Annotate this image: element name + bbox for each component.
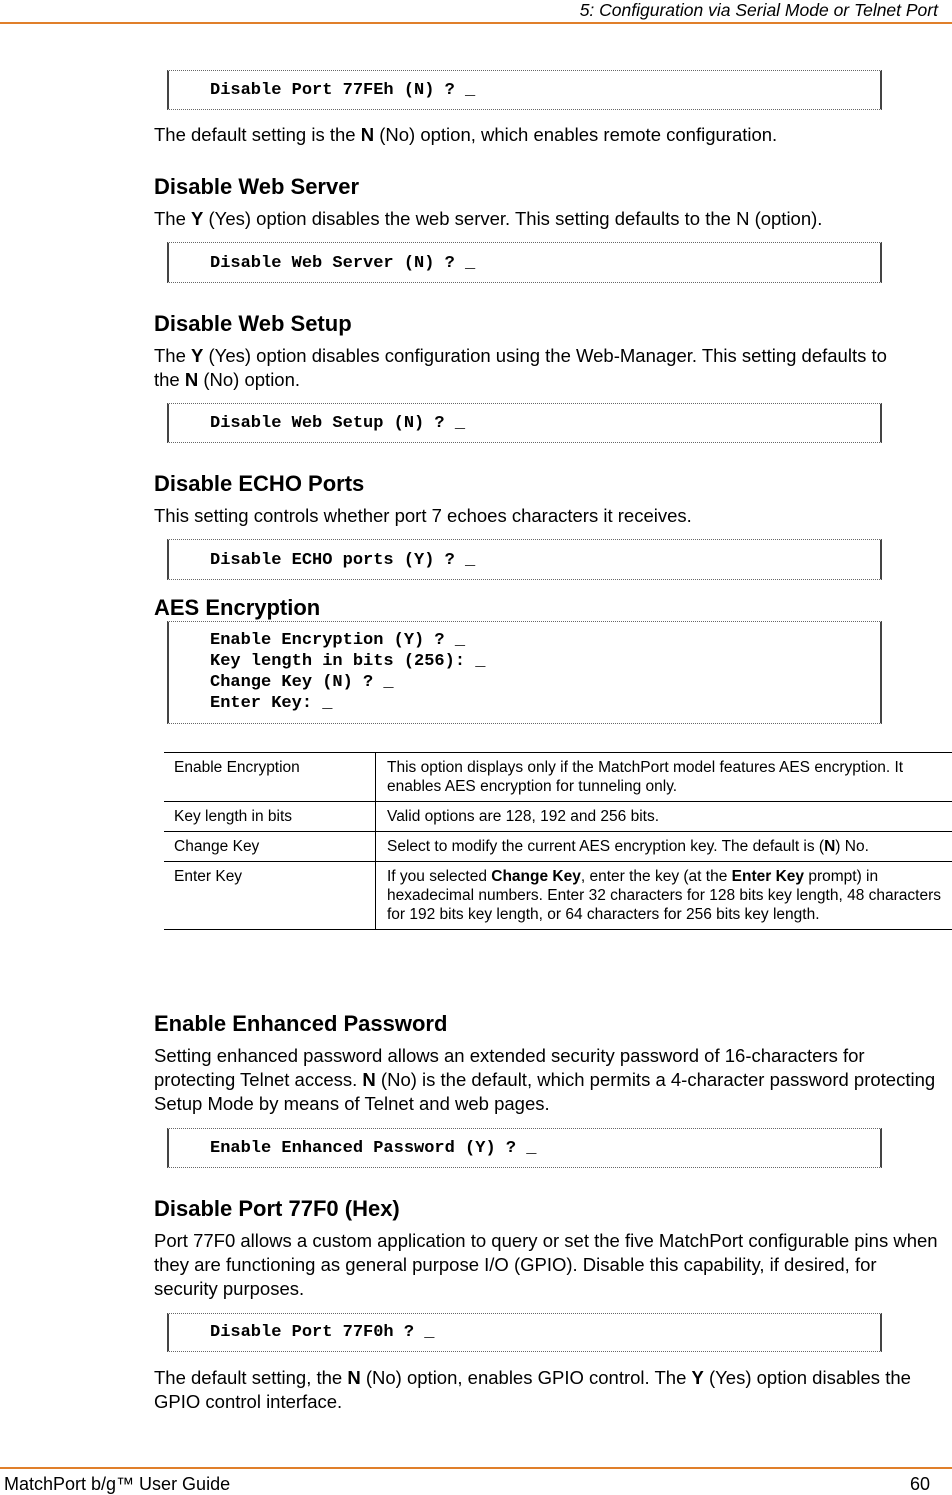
code-line: Change Key (N) ? _ xyxy=(210,673,394,692)
code-line: Key length in bits (256): _ xyxy=(210,652,486,671)
code-disable-echo-ports: Disable ECHO ports (Y) ? _ xyxy=(167,539,882,580)
heading-disable-port-77f0: Disable Port 77F0 (Hex) xyxy=(154,1196,400,1221)
footer-rule xyxy=(0,1467,952,1469)
table-row xyxy=(164,753,952,802)
web-server-text: The Y (Yes) option disables the web server. This setting defaults to the N (option). xyxy=(154,208,823,229)
echo-text: This setting controls whether port 7 echoes characters it receives. xyxy=(154,505,692,526)
code-enable-enhanced-password: Enable Enhanced Password (Y) ? _ xyxy=(167,1128,882,1168)
aes-options-table xyxy=(164,752,952,930)
table-row xyxy=(164,832,952,862)
option-description: If you selected Change Key, enter the key (at the Enter Key prompt) in hexadecimal numbers. Enter 32 characters for 128 bits key length, 48 characters for 192 bits key length, or 64 characters for 256 bits key length. xyxy=(376,862,952,930)
heading-disable-web-server: Disable Web Server xyxy=(154,174,360,199)
port77fe-note: The default setting is the N (No) option, which enables remote configuration. xyxy=(154,124,778,145)
code-disable-web-server: Disable Web Server (N) ? _ xyxy=(167,242,882,283)
code-disable-port-77fe: Disable Port 77FEh (N) ? _ xyxy=(167,70,882,110)
web-setup-text: The Y (Yes) option disables configuration using the Web-Manager. This setting defaults to the N (No) option. xyxy=(154,345,887,390)
table-row xyxy=(164,802,952,832)
enhanced-password-text: Setting enhanced password allows an extended security password of 16-characters for protecting Telnet access. N (No) is the default, which permits a 4-character password protecting Setup Mode by means of Telnet and web pages. xyxy=(154,1045,936,1114)
page-header-title: 5: Configuration via Serial Mode or Telnet Port xyxy=(579,0,938,20)
footer-guide-title: MatchPort b/g™ User Guide xyxy=(4,1474,231,1494)
header-rule xyxy=(0,22,952,24)
option-name: Change Key xyxy=(164,832,376,862)
code-aes-encryption xyxy=(167,621,882,724)
page-number: 60 xyxy=(909,1474,930,1494)
option-name: Key length in bits xyxy=(164,802,376,832)
port77f0-text: Port 77F0 allows a custom application to query or set the five MatchPort configurable pins when they are functioning as general purpose I/O (GPIO). Disable this capability, if desired, for security purposes. xyxy=(154,1230,938,1299)
option-description: This option displays only if the MatchPort model features AES encryption. It enables AES encryption for tunneling only. xyxy=(376,753,952,802)
option-description: Valid options are 128, 192 and 256 bits. xyxy=(376,802,952,832)
code-disable-web-setup: Disable Web Setup (N) ? _ xyxy=(167,403,882,443)
option-name: Enter Key xyxy=(164,862,376,930)
code-line: Enter Key: _ xyxy=(210,694,333,713)
table-row xyxy=(164,862,952,930)
option-description: Select to modify the current AES encryption key. The default is (N) No. xyxy=(376,832,952,862)
port77f0-note: The default setting, the N (No) option, enables GPIO control. The Y (Yes) option disables the GPIO control interface. xyxy=(154,1367,911,1412)
heading-enable-enhanced-password: Enable Enhanced Password xyxy=(154,1011,448,1036)
code-disable-port-77f0: Disable Port 77F0h ? _ xyxy=(167,1313,882,1352)
heading-disable-echo-ports: Disable ECHO Ports xyxy=(154,471,365,496)
heading-disable-web-setup: Disable Web Setup xyxy=(154,311,352,336)
code-line: Enable Encryption (Y) ? _ xyxy=(210,631,466,650)
heading-aes-encryption: AES Encryption xyxy=(154,595,321,620)
option-name: Enable Encryption xyxy=(164,753,376,802)
